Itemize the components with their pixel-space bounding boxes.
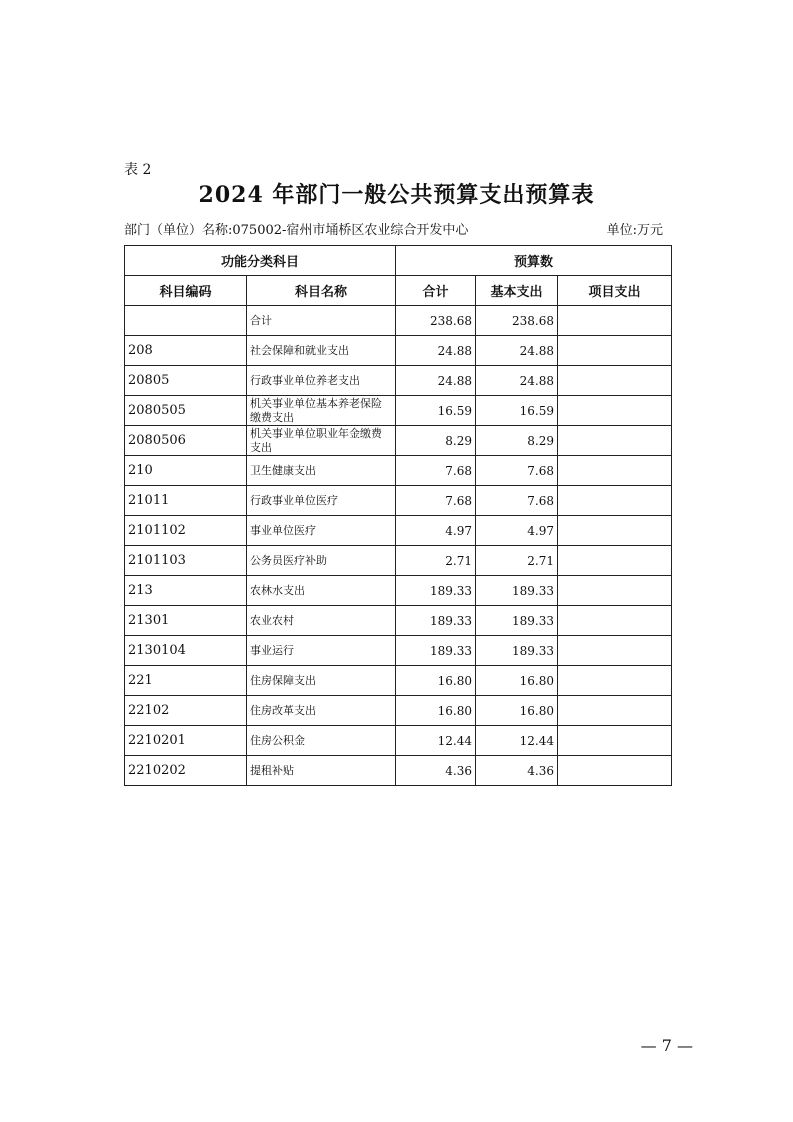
header-subject-code: 科目编码 (125, 276, 247, 306)
basic-expenditure-cell: 189.33 (476, 576, 558, 606)
basic-expenditure-cell: 8.29 (476, 426, 558, 456)
basic-expenditure-cell: 16.59 (476, 396, 558, 426)
table-row (125, 666, 672, 696)
table-row (125, 516, 672, 546)
table-row (125, 726, 672, 756)
department-line: 部门（单位）名称:075002-宿州市埇桥区农业综合开发中心 (124, 223, 469, 238)
total-cell: 16.80 (396, 696, 476, 726)
subject-code-cell: 210 (125, 456, 247, 486)
project-expenditure-cell (558, 696, 672, 726)
project-expenditure-cell (558, 486, 672, 516)
basic-expenditure-cell: 7.68 (476, 456, 558, 486)
project-expenditure-cell (558, 426, 672, 456)
total-cell: 4.36 (396, 756, 476, 786)
total-cell: 2.71 (396, 546, 476, 576)
subject-name-cell: 机关事业单位职业年金缴费支出 (247, 426, 396, 456)
total-cell: 238.68 (396, 306, 476, 336)
total-cell: 7.68 (396, 456, 476, 486)
total-cell: 189.33 (396, 606, 476, 636)
total-cell: 16.59 (396, 396, 476, 426)
subject-name-cell: 事业运行 (247, 636, 396, 666)
project-expenditure-cell (558, 546, 672, 576)
table-row (125, 366, 672, 396)
header-subject-name: 科目名称 (247, 276, 396, 306)
basic-expenditure-cell: 4.36 (476, 756, 558, 786)
basic-expenditure-cell: 4.97 (476, 516, 558, 546)
subject-name-cell: 行政事业单位医疗 (247, 486, 396, 516)
header-budget-amount: 预算数 (396, 246, 672, 276)
subject-code-cell: 208 (125, 336, 247, 366)
subject-code-cell: 2210202 (125, 756, 247, 786)
budget-table-body (125, 306, 672, 786)
subject-code-cell: 2210201 (125, 726, 247, 756)
subject-code-cell: 20805 (125, 366, 247, 396)
table-row (125, 486, 672, 516)
header-total: 合计 (396, 276, 476, 306)
subject-name-cell: 行政事业单位养老支出 (247, 366, 396, 396)
table-row (125, 426, 672, 456)
basic-expenditure-cell: 24.88 (476, 336, 558, 366)
project-expenditure-cell (558, 576, 672, 606)
subject-name-cell: 住房改革支出 (247, 696, 396, 726)
subject-code-cell: 213 (125, 576, 247, 606)
table-row (125, 396, 672, 426)
subject-name-cell: 机关事业单位基本养老保险缴费支出 (247, 396, 396, 426)
project-expenditure-cell (558, 756, 672, 786)
subject-name-cell: 住房公积金 (247, 726, 396, 756)
table-row (125, 306, 672, 336)
basic-expenditure-cell: 24.88 (476, 366, 558, 396)
project-expenditure-cell (558, 306, 672, 336)
subject-code-cell: 22102 (125, 696, 247, 726)
project-expenditure-cell (558, 606, 672, 636)
basic-expenditure-cell: 12.44 (476, 726, 558, 756)
table-row (125, 456, 672, 486)
subject-name-cell: 农林水支出 (247, 576, 396, 606)
basic-expenditure-cell: 238.68 (476, 306, 558, 336)
subject-code-cell: 2101102 (125, 516, 247, 546)
table-row (125, 546, 672, 576)
subject-code-cell: 21301 (125, 606, 247, 636)
table-row (125, 696, 672, 726)
subject-name-cell: 合计 (247, 306, 396, 336)
header-functional-classification: 功能分类科目 (125, 246, 396, 276)
project-expenditure-cell (558, 636, 672, 666)
total-cell: 7.68 (396, 486, 476, 516)
total-cell: 24.88 (396, 366, 476, 396)
total-cell: 189.33 (396, 576, 476, 606)
basic-expenditure-cell: 16.80 (476, 666, 558, 696)
subject-code-cell: 21011 (125, 486, 247, 516)
header-project-expenditure: 项目支出 (558, 276, 672, 306)
basic-expenditure-cell: 16.80 (476, 696, 558, 726)
project-expenditure-cell (558, 666, 672, 696)
subject-name-cell: 事业单位医疗 (247, 516, 396, 546)
subject-name-cell: 公务员医疗补助 (247, 546, 396, 576)
project-expenditure-cell (558, 516, 672, 546)
subject-code-cell: 2080505 (125, 396, 247, 426)
table-row (125, 756, 672, 786)
page-number: — 7 — (640, 1036, 693, 1055)
subject-code-cell: 2101103 (125, 546, 247, 576)
subject-name-cell: 提租补贴 (247, 756, 396, 786)
subject-code-cell: 221 (125, 666, 247, 696)
subject-name-cell: 住房保障支出 (247, 666, 396, 696)
total-cell: 8.29 (396, 426, 476, 456)
project-expenditure-cell (558, 336, 672, 366)
table-row (125, 636, 672, 666)
basic-expenditure-cell: 189.33 (476, 606, 558, 636)
total-cell: 16.80 (396, 666, 476, 696)
total-cell: 24.88 (396, 336, 476, 366)
subject-code-cell: 2080506 (125, 426, 247, 456)
subject-name-cell: 农业农村 (247, 606, 396, 636)
project-expenditure-cell (558, 456, 672, 486)
project-expenditure-cell (558, 396, 672, 426)
subject-name-cell: 社会保障和就业支出 (247, 336, 396, 366)
basic-expenditure-cell: 189.33 (476, 636, 558, 666)
table-label: 表 2 (124, 162, 152, 178)
total-cell: 189.33 (396, 636, 476, 666)
subject-code-cell: 2130104 (125, 636, 247, 666)
basic-expenditure-cell: 2.71 (476, 546, 558, 576)
budget-table (124, 245, 672, 786)
unit-line: 单位:万元 (606, 223, 663, 238)
subject-code-cell (125, 306, 247, 336)
page-title: 2024 年部门一般公共预算支出预算表 (198, 182, 595, 208)
project-expenditure-cell (558, 726, 672, 756)
total-cell: 12.44 (396, 726, 476, 756)
project-expenditure-cell (558, 366, 672, 396)
total-cell: 4.97 (396, 516, 476, 546)
table-row (125, 606, 672, 636)
table-row (125, 336, 672, 366)
header-basic-expenditure: 基本支出 (476, 276, 558, 306)
subject-name-cell: 卫生健康支出 (247, 456, 396, 486)
table-row (125, 576, 672, 606)
basic-expenditure-cell: 7.68 (476, 486, 558, 516)
